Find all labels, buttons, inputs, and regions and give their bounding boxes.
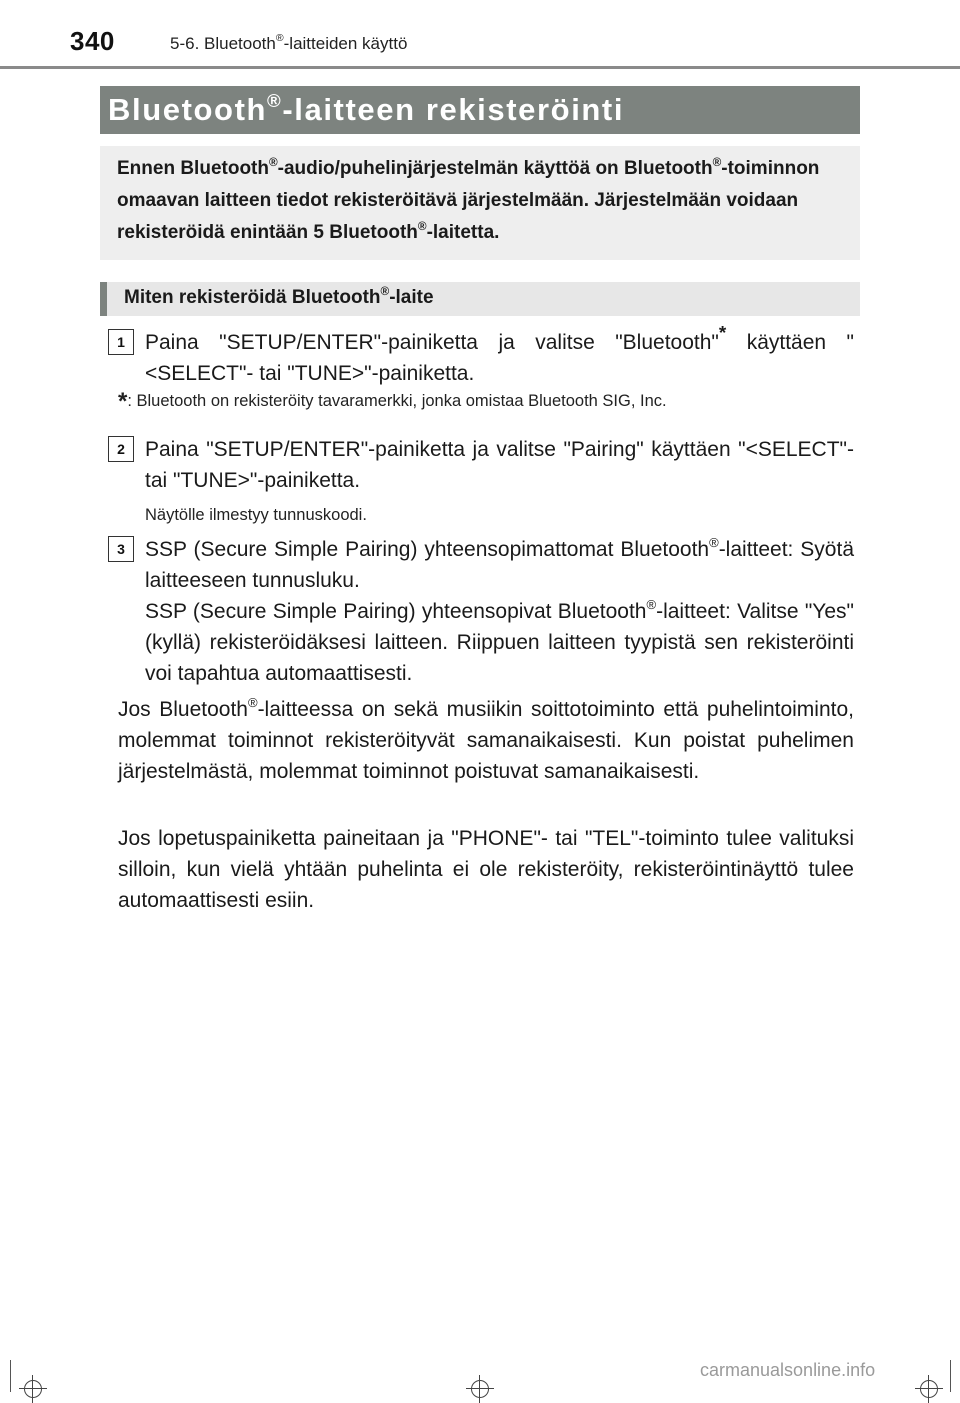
crop-tick [10,1360,11,1392]
step-1 [108,323,854,389]
chapter-title [170,34,407,54]
registered-mark: ® [268,155,278,169]
crop-tick [950,1360,951,1392]
step-3-line-2-a: SSP (Secure Simple Pairing) yhteensopivat Bluetooth [145,600,647,623]
step-text: Paina "SETUP/ENTER"-painiketta ja valitse "Pairing" käyttäen "<SELECT"- tai "TUNE>"-painiketta. [145,438,854,492]
registered-mark: ® [709,534,719,550]
chapter-title-prefix: 5-6. Bluetooth [170,34,276,53]
step-3-line-1-b: -laitteet: Syötä laitteeseen tunnusluku. [145,538,854,592]
subsection-title-suffix: -laite [389,287,434,308]
registration-mark [466,1375,494,1403]
step-number-badge: 2 [108,436,134,462]
step-text [145,323,854,389]
paragraph-1-a: Jos Bluetooth [118,698,248,721]
registered-mark: ® [247,694,258,710]
watermark: carmanualsonline.info [700,1360,876,1380]
paragraph-1-b: -laitteessa on sekä musiikin soittotoiminto että puhelintoiminto, molemmat toiminnot rekisteröityvät samanaikaisesti. Kun poistat puhelimen järjestelmästä, molemmat toiminnot poistuvat samanaikaisesti. [118,698,854,783]
step-3-line-2-b: -laitteet: Valitse "Yes" (kyllä) rekisteröidäksesi laitteen. Riippuen laitteen tyypistä sen rekisteröinti voi tapahtua automaattisesti. [145,600,854,685]
registered-mark: ® [380,284,390,298]
paragraph-1 [118,694,854,787]
registered-mark: ® [417,219,427,233]
step-text [145,534,854,689]
section-title-suffix: -laitteen rekisteröinti [282,92,625,127]
asterisk-mark: * [718,323,727,345]
step-1-text-a: Paina "SETUP/ENTER"-painiketta ja valitse "Bluetooth" [145,331,719,354]
step-3-line-2 [145,596,854,689]
step-3-line-1-a: SSP (Secure Simple Pairing) yhteensopimattomat Bluetooth [145,538,710,561]
paragraph-2: Jos lopetuspainiketta paineitaan ja "PHONE"- tai "TEL"-toiminto tulee valituksi silloin, kun vielä yhtään puhelinta ei ole rekisteröity, rekisteröintinäyttö tulee automaattisesti esiin. [118,827,854,912]
page-header [0,0,960,70]
section-title [100,86,860,134]
intro-text-4: -laitetta. [426,222,500,243]
registered-mark: ® [712,155,722,169]
intro-box [100,146,860,260]
subsection-title-prefix: Miten rekisteröidä Bluetooth [124,287,381,308]
registered-mark: ® [275,32,284,45]
page-number: 340 [70,26,115,56]
intro-text-2: -audio/puhelinjärjestelmän käyttöä on Bluetooth [277,158,713,179]
chapter-title-suffix: -laitteiden käyttö [283,34,408,53]
step-3-line-1 [145,534,854,596]
step-2 [108,434,854,496]
registration-mark [19,1375,47,1403]
step-3 [108,534,854,689]
step-1-text-b: käyttäen "<SELECT"- tai "TUNE>"-painiketta. [145,331,854,385]
section-title-prefix: Bluetooth [108,92,268,127]
step-number-badge: 3 [108,536,134,562]
subsection-title [100,282,860,316]
intro-text-3: -toiminnon omaavan laitteen tiedot rekisteröitävä järjestelmään. Järjestelmään voidaan rekisteröidä enintään 5 Bluetooth [117,158,820,243]
registration-mark [915,1375,943,1403]
registered-mark: ® [646,596,657,612]
footnote-asterisk: * [118,388,128,415]
footnote [118,388,667,415]
step-number-badge: 1 [108,329,134,355]
footnote-text: : Bluetooth on rekisteröity tavaramerkki, jonka omistaa Bluetooth SIG, Inc. [127,392,667,410]
registered-mark: ® [267,89,283,111]
step-2-note: Näytölle ilmestyy tunnuskoodi. [145,506,367,524]
intro-text-1: Ennen Bluetooth [117,158,269,179]
header-divider [0,66,960,69]
